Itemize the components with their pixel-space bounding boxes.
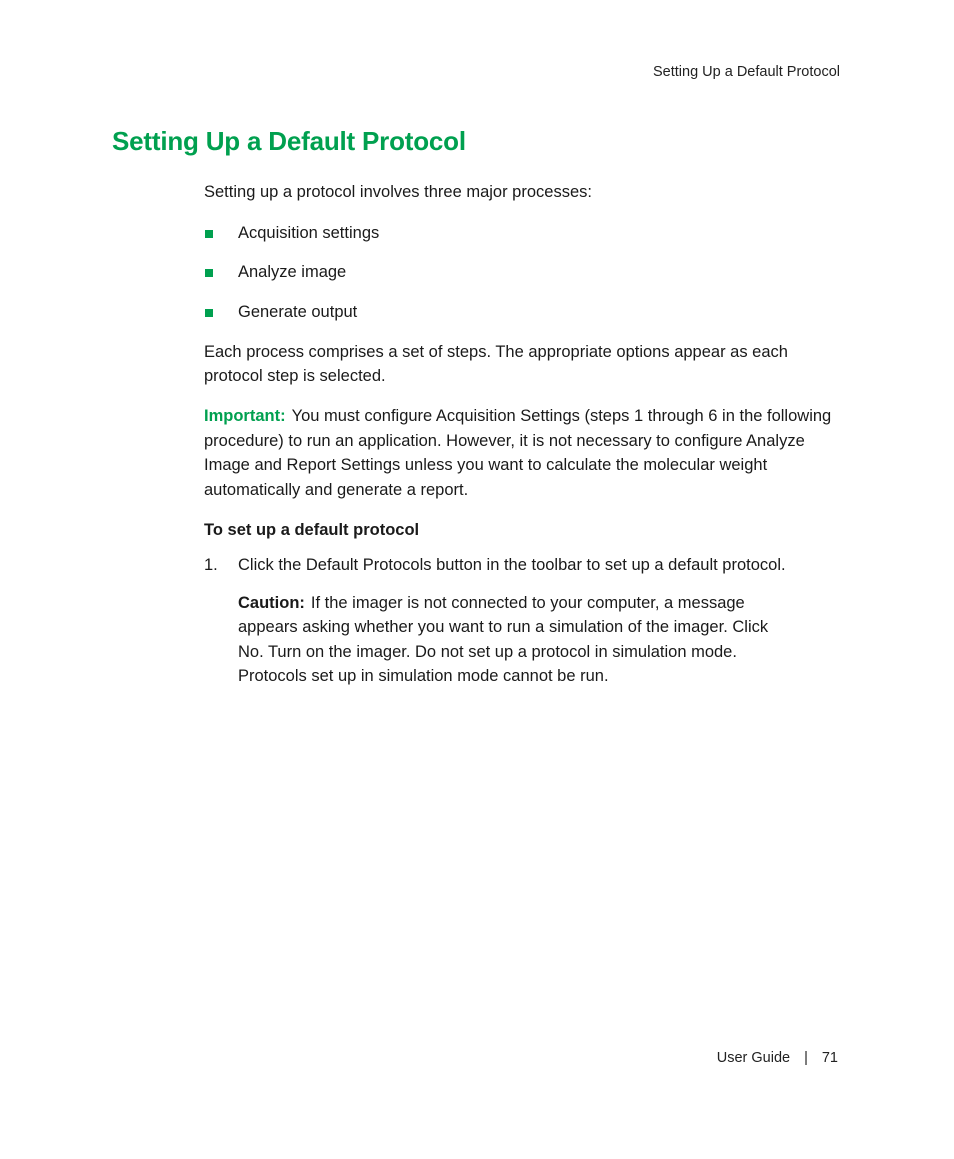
page-number: 71 [821, 1050, 838, 1066]
procedure-heading: To set up a default protocol [204, 520, 420, 539]
important-note [204, 404, 844, 502]
body-content [204, 180, 844, 689]
section-title: Setting Up a Default Protocol [112, 126, 466, 156]
steps-paragraph: Each process comprises a set of steps. The appropriate options appear as each protocol step is selected. [204, 342, 788, 385]
caution-text: If the imager is not connected to your computer, a message appears asking whether you want to run a simulation of the imager. Click No. Turn on the imager. Do not set up a protocol in simulation mode. Protocols set up in simulation mode cannot be run. [238, 593, 769, 685]
page-footer [717, 1050, 838, 1066]
procedure-step [204, 553, 844, 578]
square-bullet-icon [205, 230, 213, 238]
step-number: 1. [204, 556, 218, 574]
important-text: You must configure Acquisition Settings (steps 1 through 6 in the following procedure) to run an application. However, it is not necessary to configure Analyze Image and Report Settings unless you want to calculate the molecular weight automatically and generate a report. [204, 407, 832, 499]
step-text: Click the Default Protocols button in the toolbar to set up a default protocol. [238, 556, 786, 574]
running-header: Setting Up a Default Protocol [653, 64, 840, 80]
list-item-label: Analyze image [238, 263, 347, 281]
square-bullet-icon [205, 269, 213, 277]
list-item [204, 300, 844, 324]
important-label: Important: [204, 407, 286, 425]
list-item [204, 260, 844, 284]
caution-label: Caution: [238, 593, 305, 612]
footer-guide-label: User Guide [716, 1050, 791, 1066]
intro-paragraph: Setting up a protocol involves three major processes: [204, 183, 592, 201]
square-bullet-icon [205, 309, 213, 317]
list-item-label: Generate output [238, 302, 358, 321]
list-item-label: Acquisition settings [238, 223, 380, 242]
list-item [204, 221, 844, 245]
process-list [204, 221, 844, 324]
footer-separator: | [804, 1050, 808, 1066]
caution-note [204, 591, 798, 689]
